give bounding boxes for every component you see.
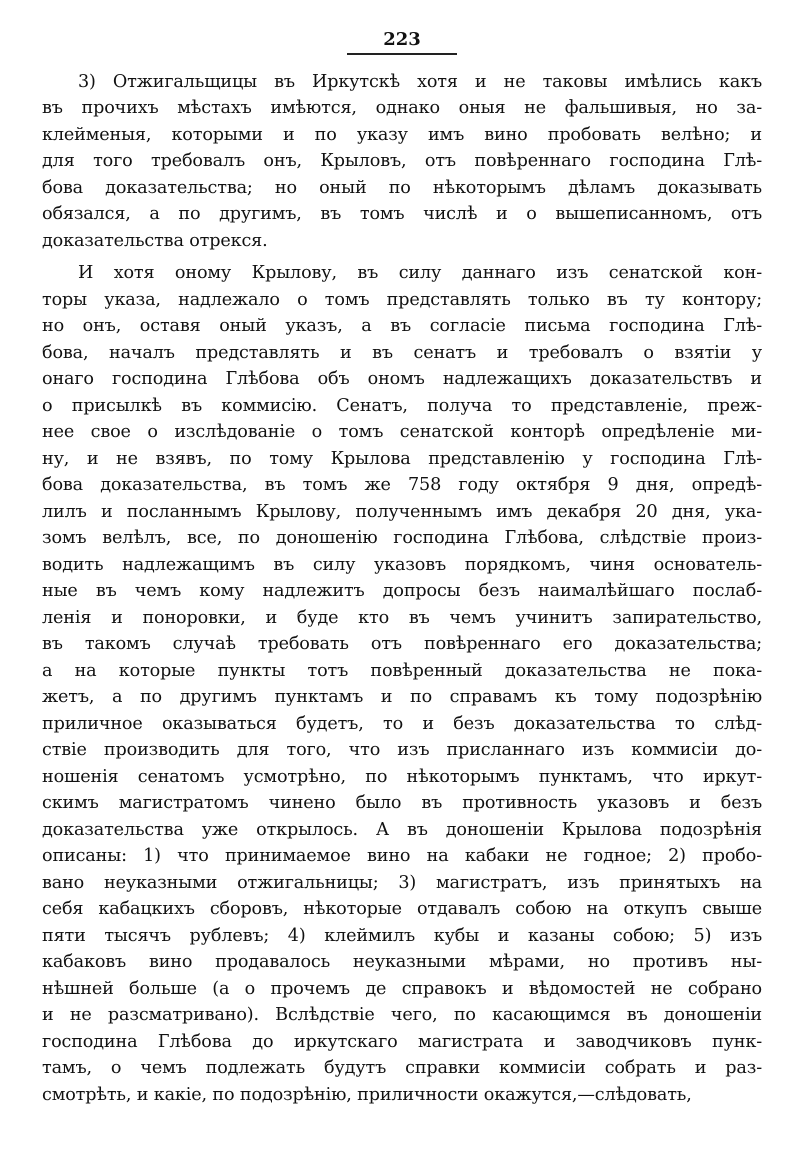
text-line: ношенія сенатомъ усмотрѣно, по нѣкоторымъ пунктамъ, что иркут- xyxy=(42,766,762,787)
text-line: для того требовалъ онъ, Крыловъ, отъ повѣреннаго господина Глѣ- xyxy=(42,151,762,171)
text-line: ленія и поноровки, и буде кто въ чемъ учинитъ запирательство, xyxy=(42,607,762,628)
text-line: а на которые пункты тотъ повѣренный доказательства не пока- xyxy=(42,660,762,681)
text-line: въ прочихъ мѣстахъ имѣются, однако оныя не фальшивыя, но за- xyxy=(42,98,762,118)
paragraph-2 xyxy=(42,260,762,1108)
text-line: зомъ велѣлъ, все, по доношенію господина Глѣбова, слѣдствіе произ- xyxy=(42,528,762,548)
text-line: и не разсматривано). Вслѣдствіе чего, по касающимся въ доношеніи xyxy=(42,1005,762,1025)
text-line: смотрѣть, и какіе, по подозрѣнію, приличности окажутся,—слѣдовать, xyxy=(42,1084,692,1105)
text-line: но онъ, оставя оный указъ, а въ согласіе письма господина Глѣ- xyxy=(42,316,762,336)
text-line: тамъ, о чемъ подлежать будутъ справки коммисіи собрать и раз- xyxy=(42,1058,762,1078)
text-line: бова доказательства; но оный по нѣкоторымъ дѣламъ доказывать xyxy=(42,177,762,198)
text-line: 3) Отжигальщицы въ Иркутскѣ хотя и не таковы имѣлись какъ xyxy=(78,71,762,92)
text-line: нее свое о изслѣдованіе о томъ сенатской конторѣ опредѣленіе ми- xyxy=(42,422,762,442)
text-line: пяти тысячъ рублевъ; 4) клеймилъ кубы и казаны собою; 5) изъ xyxy=(42,925,762,946)
text-line: о присылкѣ въ коммисію. Сенатъ, получа то представленіе, преж- xyxy=(42,395,762,416)
text-line: доказательства уже открылось. А въ доношеніи Крылова подозрѣнія xyxy=(42,819,762,840)
text-line: скимъ магистратомъ чинено было въ противность указовъ и безъ xyxy=(42,793,762,813)
text-line: лилъ и посланнымъ Крылову, полученнымъ имъ декабря 20 дня, ука- xyxy=(42,501,762,522)
text-line: обязался, а по другимъ, въ томъ числѣ и о вышеписанномъ, отъ xyxy=(42,204,762,224)
text-line: кабаковъ вино продавалось неуказными мѣрами, но противъ ны- xyxy=(42,952,762,972)
header-rule xyxy=(347,53,457,55)
text-line: описаны: 1) что принимаемое вино на кабаки не годное; 2) пробо- xyxy=(42,846,762,866)
text-line: жетъ, а по другимъ пунктамъ и по справамъ къ тому подозрѣнію xyxy=(42,687,762,707)
text-line: въ такомъ случаѣ требовать отъ повѣреннаго его доказательства; xyxy=(42,634,762,654)
text-line: приличное оказываться будетъ, то и безъ доказательства то слѣд- xyxy=(42,713,762,734)
text-line: ные въ чемъ кому надлежитъ допросы безъ наималѣйшаго послаб- xyxy=(42,581,762,601)
text-line: бова, началъ представлять и въ сенатъ и требовалъ о взятіи у xyxy=(42,342,762,363)
text-line: нѣшней больше (а о прочемъ де справокъ и вѣдомостей не собрано xyxy=(42,978,762,999)
text-line: ну, и не взявъ, по тому Крылова представленію у господина Глѣ- xyxy=(42,448,762,469)
text-line: торы указа, надлежало о томъ представлять только въ ту контору; xyxy=(42,289,762,310)
text-line: ствіе производить для того, что изъ присланнаго изъ коммисіи до- xyxy=(42,740,762,760)
text-line: онаго господина Глѣбова объ ономъ надлежащихъ доказательствъ и xyxy=(42,369,762,389)
text-line: клейменыя, которыми и по указу имъ вино пробовать велѣно; и xyxy=(42,124,762,145)
text-line: господина Глѣбова до иркутскаго магистрата и заводчиковъ пунк- xyxy=(42,1031,762,1052)
text-line: водить надлежащимъ въ силу указовъ порядкомъ, чиня основатель- xyxy=(42,554,762,575)
text-line: доказательства отрекся. xyxy=(42,230,268,251)
text-line: И хотя оному Крылову, въ силу даннаго изъ сенатской кон- xyxy=(78,263,762,283)
text-line: бова доказательства, въ томъ же 758 году октября 9 дня, опредѣ- xyxy=(42,475,762,495)
text-line: себя кабацкихъ сборовъ, нѣкоторые отдавалъ собою на откупъ свыше xyxy=(42,899,762,919)
page xyxy=(42,28,762,1108)
page-number: 223 xyxy=(383,29,421,50)
paragraph-1 xyxy=(42,69,762,255)
text-line: вано неуказными отжигальницы; 3) магистратъ, изъ принятыхъ на xyxy=(42,872,762,893)
